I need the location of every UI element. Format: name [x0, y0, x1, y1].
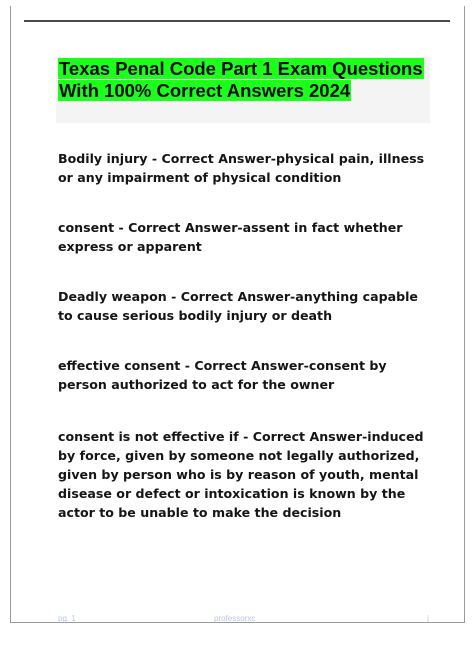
document-title-text: Texas Penal Code Part 1 Exam Questions With 100% Correct Answers 2024: [59, 58, 423, 101]
footer-watermark: professorxc: [214, 614, 256, 623]
qa-entry-consent: consent - Correct Answer-assent in fact whether express or apparent: [58, 220, 403, 254]
qa-entry-consent-not-effective: consent is not effective if - Correct Answer-induced by force, given by someone not legally authorized, given by person who is by reason of youth, mental disease or defect or intoxication is known by the actor to be unable to make the decision: [58, 429, 424, 520]
page-border-right: [464, 6, 465, 623]
footer-page-number: pg. 1: [58, 614, 76, 623]
qa-entry-effective-consent: effective consent - Correct Answer-consent by person authorized to act for the owner: [58, 358, 387, 392]
page-border-left: [10, 6, 11, 623]
qa-entry-deadly-weapon: Deadly weapon - Correct Answer-anything capable to cause serious bodily injury or death: [58, 289, 418, 323]
document-title: [58, 58, 428, 102]
qa-entry-bodily-injury: Bodily injury - Correct Answer-physical pain, illness or any impairment of physical condition: [58, 151, 425, 185]
header-rule: [24, 20, 450, 22]
footer-separator: |: [427, 614, 430, 623]
